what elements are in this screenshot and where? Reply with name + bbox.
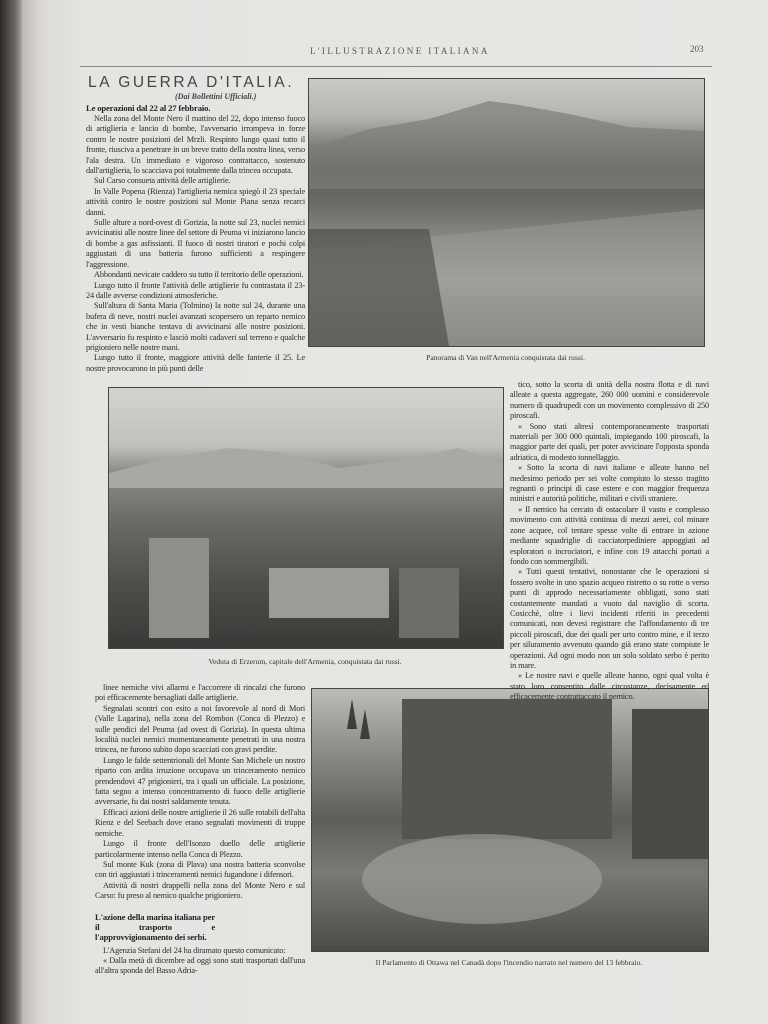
section-heading-navy: L'azione della marina italiana per il trasporto e l'approvvigionamento dei serbi. [95,911,215,942]
section-heading-operations: Le operazioni dal 22 al 27 febbraio. [86,103,211,113]
book-binding-gutter [0,0,22,1024]
photo-erzerum [108,387,504,649]
paragraph: L'Agenzia Stefani del 24 ha diramato questo comunicato: [103,945,286,955]
paragraph: In Valle Popena (Rienza) l'artiglieria nemica spiegò il 23 speciale attività contro le nostre posizioni sul Monte Piana senza recarci danni. [86,186,305,217]
caption-ottawa: Il Parlamento di Ottawa nel Canadà dopo l'incendio narrato nel numero del 13 febbraio. [375,958,643,967]
paragraph: « Tutti questi tentativi, nonostante che le operazioni si fossero svolte in uno spazio acqueo ristretto o su rotte o verso punti di approdo necessariamente obbligati, sono stati costantemente mandati a vuoto dal naviglio di scorta. Cosicchè, oltre i lievi incidenti riferiti in precedenti comunicati, non devesi registrare che l'affondamento di tre piccoli piroscafi, due dei quali per urto contro mine, e il terzo per siluramento avvenuto quando già erano state compiute le operazioni. Ad ogni modo non un solo soldato serbo è perito in mare. [510,567,709,670]
caption-erzerum: Veduta di Erzerum, capitale dell'Armenia, conquistata dai russi. [208,657,402,666]
paragraph: Nella zona del Monte Nero il mattino del 22, dopo intenso fuoco di artiglieria e lancio di bombe, l'avversario irrompeva in forze contro le nostre posizioni del Mrzli. Respinto lungo quasi tutto il fronte, riusciva a penetrare in un breve tratto della nostra linea, verso l'ala destra. Un immediato e vigoroso contrattacco, sostenuto dall'artiglieria, lo scacciava poi totalmente dalla trincea occupata. [86,114,305,176]
paragraph: Sul monte Kuk (zona di Plava) una nostra batteria sconvolse con tiri aggiustati i trinceramenti nemici fugandone i difensori. [95,859,305,880]
paragraph: « Sotto la scorta di navi italiane e alleate hanno nel medesimo periodo per sei volte compiuto lo stesso tragitto regnanti o principi di case estere e con maggior frequenza ministri e autorità politiche, militari e civili straniere. [510,463,709,504]
paragraph: « Sono stati altresì contemporaneamente trasportati materiali per 300 000 quintali, impiegando 100 piroscafi, la maggior parte dei quali, per poter avvicinare l'opposta sponda adriatica, di modesto tonnellaggio. [510,421,709,462]
article-subtitle: (Dai Bollettini Ufficiali.) [175,92,257,101]
paragraph: Segnalati scontri con esito a noi favorevole al nord di Mori (Valle Lagarina), nella zona del Rombon (Conca di Plezzo) e sulle pendici del Peuma (ad ovest di Gorizia). In questa ultima località nuclei nemici momentaneamente penetrati in una nostra trincea, ne furono subito dopo scacciati con gravi perdite. [95,703,305,755]
paragraph: Sul Carso consueta attività delle artiglierie. [94,176,231,186]
photo-ottawa-parliament [311,688,709,952]
city-silhouette [109,388,503,648]
column-2 [510,380,709,703]
column-3 [95,683,305,977]
paragraph: « Le nostre navi e quelle alleate hanno, ogni qual volta è stato loro consentito dalle circostanze, decisamente ed efficacemente contrattaccato il nemico. [510,671,709,702]
paragraph: Sull'altura di Santa Maria (Tolmino) la notte sul 24, durante una bufera di neve, nostri nuclei avanzati scopersero un reparto nemico che in vesti bianche tentava di avvicinarsi alle nostre posizioni. L'avversario fu respinto e lasciò molti cadaveri sul terreno e qualche prigioniero nelle nostre mani. [86,301,305,352]
paragraph: Abbondanti nevicate caddero su tutto il territorio delle operazioni. [94,270,304,280]
article-title: LA GUERRA D'ITALIA. [88,74,295,91]
paragraph: Sulle alture a nord-ovest di Gorizia, la notte sul 23, nuclei nemici avvicinatisi alle nostre linee del settore di Peuma vi iniziarono lancio di bombe a gas asfissianti. Il fuoco di nostri tiratori e pochi colpi aggiustati di una batteria furono sufficienti a respingere l'aggressione. [86,218,305,269]
paragraph: « Il nemico ha cercato di ostacolare il vasto e complesso movimento con attività continua di mezzi aerei, col minare zone acquee, col tentare spesse volte di entrare in azione mediante squadriglie di cacciatorpediniere appoggiati ad esploratori o incrociatori, e infine con 19 attacchi portati a fondo con sommergibili. [510,504,709,566]
paragraph: Efficaci azioni delle nostre artiglierie il 26 sulle rotabili dell'alta Rienz e del Seebach dove erano segnalati movimenti di truppe nemiche. [95,807,305,838]
header-rule [80,66,712,67]
paragraph: « Dalla metà di dicembre ad oggi sono stati trasportati dall'una all'altra sponda del Basso Adria- [95,955,305,976]
paragraph: Lungo tutto il fronte l'attività delle artiglierie fu contrastata il 23-24 dalle avverse condizioni atmosferiche. [86,280,305,300]
column-1 [86,103,305,374]
page-number: 203 [690,44,704,54]
photo-van-panorama [308,78,705,347]
running-title: L'ILLUSTRAZIONE ITALIANA [310,46,490,56]
mountain-silhouette [309,79,704,346]
paragraph: Attività di nostri drappelli nella zona del Monte Nero e sul Carso: fu preso al nemico qualche prigioniero. [95,880,305,901]
paragraph: linee nemiche vivi allarmi e l'accorrere di rincalzi che furono poi efficacemente bersagliati dalle artiglierie. [95,683,305,703]
paragraph: Lungo le falde settentrionali del Monte San Michele un nostro riparto con ardita irruzione occupava un trinceramento nemico prendendovi 47 prigionieri, tra i quali un ufficiale. La posizione, fatta segno a intenso concentramento di fuoco delle artiglierie avversarie, fu dai nostri saldamente tenuta. [95,755,305,807]
caption-van: Panorama di Van nell'Armenia conquistata dai russi. [426,353,585,362]
paragraph: tico, sotto la scorta di unità della nostra flotta e di navi alleate a questa aggregate, 260 000 uomini e considerevole numero di quadrupedi con un movimento complessivo di 250 piroscafi. [510,380,709,421]
ruins-silhouette [312,689,708,951]
paragraph: Lungo tutto il fronte, maggiore attività delle fanterie il 25. Le nostre provocarono in più punti delle [86,353,305,373]
paragraph: Lungo il fronte dell'Isonzo duello delle artiglierie particolarmente intenso nella Conca di Plezzo. [95,839,305,859]
